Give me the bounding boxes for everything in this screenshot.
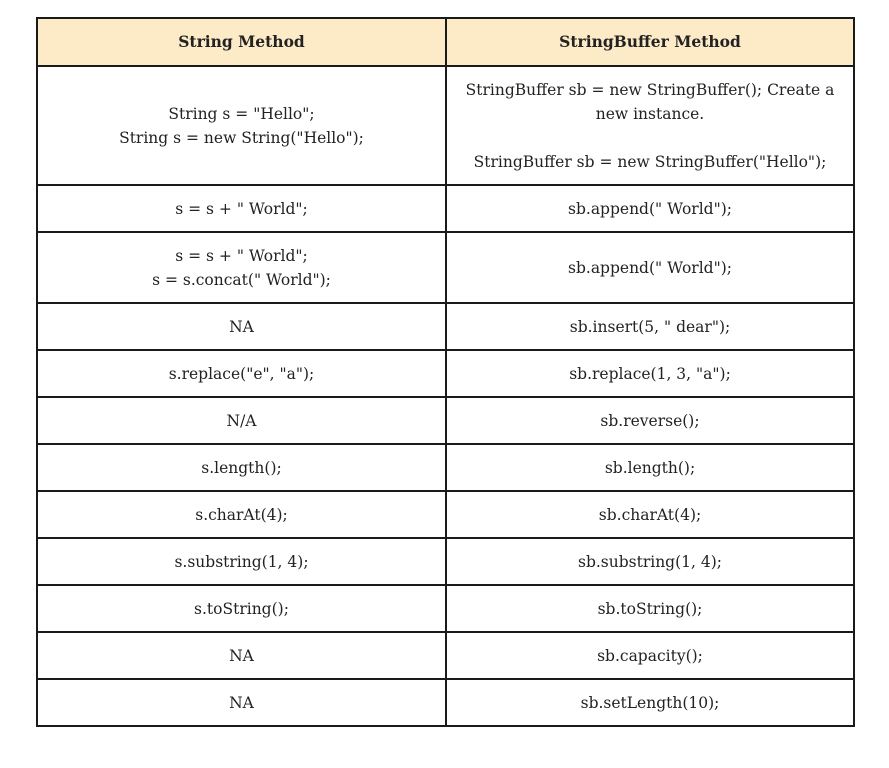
buffer-cell: sb.append(" World"); (446, 232, 854, 303)
table-row (37, 350, 854, 397)
buffer-cell: sb.charAt(4); (446, 491, 854, 538)
table-row (37, 444, 854, 491)
header-string-method: String Method (37, 18, 446, 66)
table-row (37, 185, 854, 232)
buffer-cell: sb.setLength(10); (446, 679, 854, 726)
line-gap (457, 126, 843, 150)
string-cell: NA (37, 303, 446, 350)
string-cell (37, 232, 446, 303)
table-row (37, 538, 854, 585)
buffer-cell: sb.replace(1, 3, "a"); (446, 350, 854, 397)
header-stringbuffer-method: StringBuffer Method (446, 18, 854, 66)
string-cell: s.charAt(4); (37, 491, 446, 538)
string-cell: s.substring(1, 4); (37, 538, 446, 585)
table-row (37, 232, 854, 303)
cell-line: s = s.concat(" World"); (152, 270, 331, 289)
table-row (37, 303, 854, 350)
table-row (37, 632, 854, 679)
buffer-cell: sb.insert(5, " dear"); (446, 303, 854, 350)
comparison-table-container (36, 17, 853, 727)
string-cell: s = s + " World"; (37, 185, 446, 232)
buffer-cell: sb.reverse(); (446, 397, 854, 444)
table-header-row (37, 18, 854, 66)
buffer-cell: sb.capacity(); (446, 632, 854, 679)
string-cell: s.length(); (37, 444, 446, 491)
table-row (37, 491, 854, 538)
comparison-table (36, 17, 855, 727)
string-cell: NA (37, 679, 446, 726)
cell-line: s = s + " World"; (175, 246, 308, 265)
buffer-cell: sb.substring(1, 4); (446, 538, 854, 585)
buffer-cell: sb.toString(); (446, 585, 854, 632)
table-row (37, 66, 854, 185)
buffer-cell: sb.append(" World"); (446, 185, 854, 232)
cell-line: String s = "Hello"; (168, 104, 315, 123)
buffer-cell (446, 66, 854, 185)
table-row (37, 585, 854, 632)
string-cell: s.replace("e", "a"); (37, 350, 446, 397)
string-cell (37, 66, 446, 185)
cell-line: StringBuffer sb = new StringBuffer("Hello"); (473, 152, 827, 171)
buffer-cell: sb.length(); (446, 444, 854, 491)
table-row (37, 397, 854, 444)
cell-line: StringBuffer sb = new StringBuffer(); Create a (465, 80, 835, 99)
string-cell: s.toString(); (37, 585, 446, 632)
string-cell: NA (37, 632, 446, 679)
cell-line: new instance. (595, 104, 705, 123)
string-cell: N/A (37, 397, 446, 444)
cell-line: String s = new String("Hello"); (119, 128, 364, 147)
table-row (37, 679, 854, 726)
